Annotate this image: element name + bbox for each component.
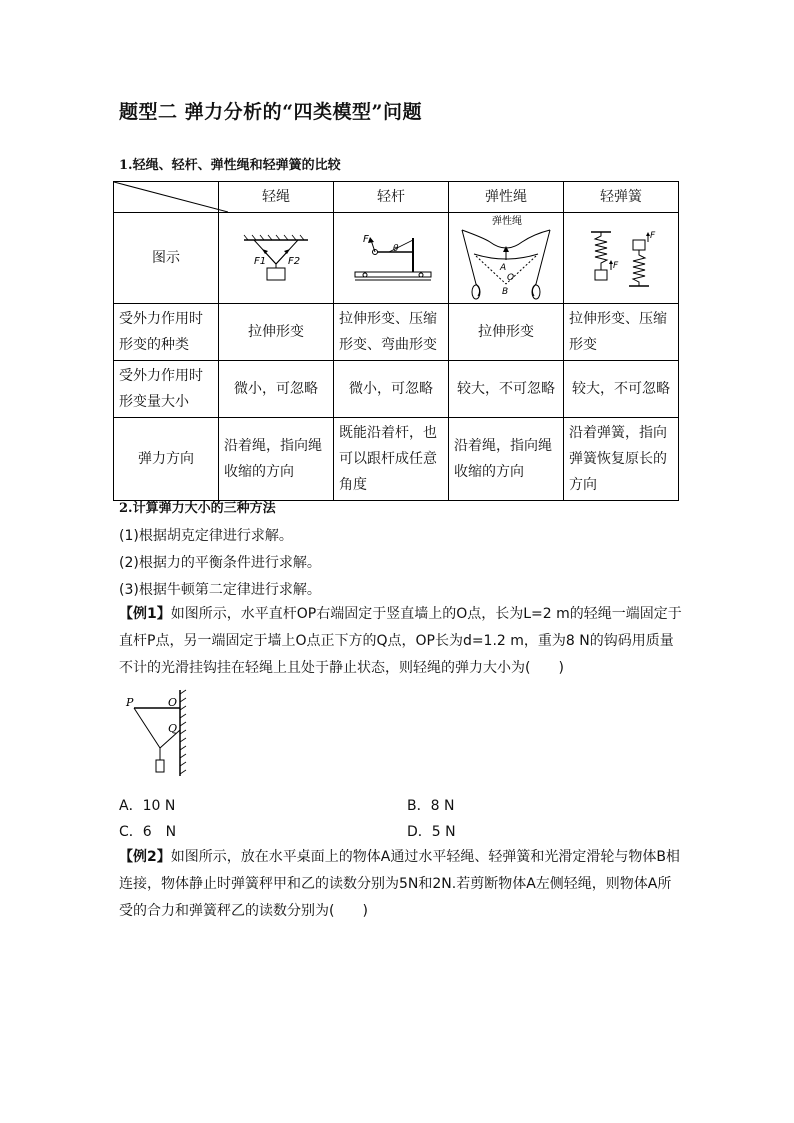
label-p: P [126, 696, 134, 709]
example1-option-b: B．8 N [407, 798, 455, 814]
table-header-row [114, 182, 679, 213]
example1-option-d: D．5 N [407, 824, 456, 840]
table-row-deformation-size [114, 361, 679, 418]
light-spring-diagram [571, 218, 671, 298]
table-row-figure [114, 213, 679, 304]
header-light-spring: 轻弹簧 [564, 182, 679, 213]
cell-elastic-deformation-size: 较大，不可忽略 [449, 361, 564, 418]
label-rod-f: F [363, 234, 369, 245]
example1-text: 如图所示，水平直杆OP右端固定于竖直墙上的O点，长为L=2 m的轻绳一端固定于直杆P点，另一端固定于墙上O点正下方的Q点，OP长为d=1.2 m，重为8 N的钩码用质量不计的光滑挂钩挂在轻绳上且处于静止状态，则轻绳的弹力大小为( ) [119, 606, 682, 676]
cell-rod-deformation-size: 微小，可忽略 [334, 361, 449, 418]
cell-rod-force-direction: 既能沿着杆，也可以跟杆成任意角度 [334, 418, 449, 501]
example1-tag: 【例1】 [119, 606, 171, 622]
example2-text: 如图所示，放在水平桌面上的物体A通过水平轻绳、轻弹簧和光滑定滑轮与物体B相连接，物体静止时弹簧秤甲和乙的读数分别为5N和2N.若剪断物体A左侧轻绳，则物体A所受的合力和弹簧秤乙的读数分别为( ) [119, 849, 680, 919]
cell-elastic-force-direction: 沿着绳，指向绳收缩的方向 [449, 418, 564, 501]
label-rod-theta: θ [393, 244, 399, 254]
label-f2: F2 [288, 256, 301, 267]
header-light-rod: 轻杆 [334, 182, 449, 213]
cell-rod-deformation-type: 拉伸形变、压缩形变、弯曲形变 [334, 304, 449, 361]
elastic-rope-diagram [454, 214, 558, 302]
header-light-rope: 轻绳 [219, 182, 334, 213]
label-elastic-b: B [502, 287, 509, 297]
figure-elastic-rope [449, 213, 564, 304]
light-rope-diagram [226, 218, 326, 298]
diagonal-line [114, 182, 228, 212]
example2-tag: 【例2】 [119, 849, 171, 865]
header-elastic-rope: 弹性绳 [449, 182, 564, 213]
row-label: 图示 [114, 213, 219, 304]
example1-paragraph [119, 601, 685, 682]
cell-spring-deformation-type: 拉伸形变、压缩形变 [564, 304, 679, 361]
page-title: 题型二 弹力分析的“四类模型”问题 [119, 101, 422, 123]
figure-light-rod [334, 213, 449, 304]
label-elastic-o: O [507, 273, 515, 283]
light-rod-diagram [341, 218, 441, 298]
comparison-table [113, 181, 679, 501]
cell-spring-deformation-size: 较大，不可忽略 [564, 361, 679, 418]
table-row-deformation-type [114, 304, 679, 361]
example1-option-a: A．10 N [119, 798, 176, 814]
label-spring-f-bottom: F [613, 261, 619, 271]
method-2: (2)根据力的平衡条件进行求解。 [119, 555, 321, 571]
cell-rope-deformation-size: 微小，可忽略 [219, 361, 334, 418]
example1-option-c: C．6 N [119, 824, 177, 840]
figure-light-spring [564, 213, 679, 304]
cell-elastic-deformation-type: 拉伸形变 [449, 304, 564, 361]
method-1: (1)根据胡克定律进行求解。 [119, 528, 293, 544]
section-heading-methods: 2.计算弹力大小的三种方法 [119, 501, 276, 516]
method-3: (3)根据牛顿第二定律进行求解。 [119, 582, 321, 598]
label-elastic-a: A [500, 263, 507, 273]
table-row-force-direction [114, 418, 679, 501]
cell-spring-force-direction: 沿着弹簧，指向弹簧恢复原长的方向 [564, 418, 679, 501]
label-f1: F1 [254, 256, 267, 267]
example1-figure [120, 688, 200, 780]
label-q: Q [168, 722, 178, 735]
cell-rope-deformation-type: 拉伸形变 [219, 304, 334, 361]
label-elastic-title: 弹性绳 [492, 216, 522, 227]
label-spring-f-top: F [650, 231, 656, 241]
diagonal-header-cell [114, 182, 219, 213]
section-heading-comparison: 1.轻绳、轻杆、弹性绳和轻弹簧的比较 [119, 158, 341, 173]
label-o: O [168, 696, 178, 709]
cell-rope-force-direction: 沿着绳，指向绳收缩的方向 [219, 418, 334, 501]
row-label: 受外力作用时形变量大小 [114, 361, 219, 418]
row-label: 弹力方向 [114, 418, 219, 501]
row-label: 受外力作用时形变的种类 [114, 304, 219, 361]
figure-light-rope [219, 213, 334, 304]
example2-paragraph [119, 844, 685, 925]
